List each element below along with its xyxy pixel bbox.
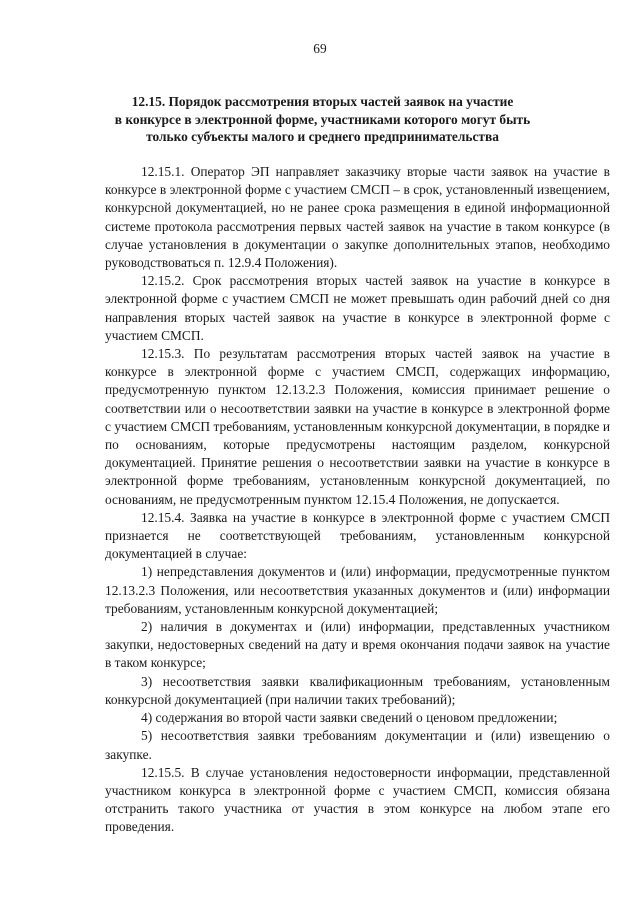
heading-line: только субъекты малого и среднего предпринимательства xyxy=(146,129,499,144)
paragraph-12-15-5: 12.15.5. В случае установления недостоверности информации, представленной участником конкурса в электронной форме с участием СМСП, комиссия обязана отстранить такого участника от участия в этом конкурсе на любом этапе его проведения. xyxy=(105,764,610,835)
list-item-3: 3) несоответствия заявки квалификационным требованиям, установленным конкурсной документацией (при наличии таких требований); xyxy=(105,673,610,707)
list-item-5: 5) несоответствия заявки требованиям документации и (или) извещению о закупке. xyxy=(105,728,610,762)
heading-line: 12.15. Порядок рассмотрения вторых частей заявок на участие xyxy=(131,94,514,109)
paragraph-12-15-3: 12.15.3. По результатам рассмотрения вторых частей заявок на участие в конкурсе в электронной форме с участием СМСП, содержащих информацию, предусмотренную пунктом 12.13.2.3 Положения, комиссия принимает решение о соответствии или о несоответствии заявки на участие в конкурсе в электронной форме с участием СМСП требованиям, установленным конкурсной документации, в порядке и по основаниям, которые предусмотрены настоящим разделом, конкурсной документацией. Принятие решения о несоответствии заявки на участие в конкурсе в электронной форме требованиям, установленным конкурсной документацией, по основаниям, не предусмотренным пунктом 12.15.4 Положения, не допускается. xyxy=(105,346,610,507)
paragraph-12-15-1: 12.15.1. Оператор ЭП направляет заказчику вторые части заявок на участие в конкурсе в электронной форме с участием СМСП – в срок, установленный извещением, конкурсной документацией, но не ранее срока размещения в единой информационной системе протокола рассмотрения первых частей заявок на участие в таком конкурсе (в случае установления в документации о закупке дополнительных этапов, необходимо руководствоваться п. 12.9.4 Положения). xyxy=(105,164,610,271)
heading-line: в конкурсе в электронной форме, участниками которого могут быть xyxy=(114,111,531,127)
section-heading xyxy=(100,93,545,146)
paragraph-12-15-2: 12.15.2. Срок рассмотрения вторых частей заявок на участие в конкурсе в электронной форме с участием СМСП не может превышать один рабочий дней со дня направления вторых частей заявок на участие в конкурсе в электронной форме с участием СМСП. xyxy=(105,273,610,343)
list-item-1: 1) непредставления документов и (или) информации, предусмотренные пунктом 12.13.2.3 Положения, или несоответствия указанных документов и (или) информации требованиям, установленным конкурсной документацией; xyxy=(105,564,610,616)
list-item-2: 2) наличия в документах и (или) информации, представленных участником закупки, недостоверных сведений на дату и время окончания подачи заявок на участие в таком конкурсе; xyxy=(105,619,610,671)
paragraph-12-15-4: 12.15.4. Заявка на участие в конкурсе в электронной форме с участием СМСП признается не соответствующей требованиям, установленным конкурсной документацией в случае: xyxy=(105,509,610,562)
page-number: 69 xyxy=(313,41,327,56)
list-item-4: 4) содержания во второй части заявки сведений о ценовом предложении; xyxy=(141,710,558,726)
document-body xyxy=(105,163,610,837)
